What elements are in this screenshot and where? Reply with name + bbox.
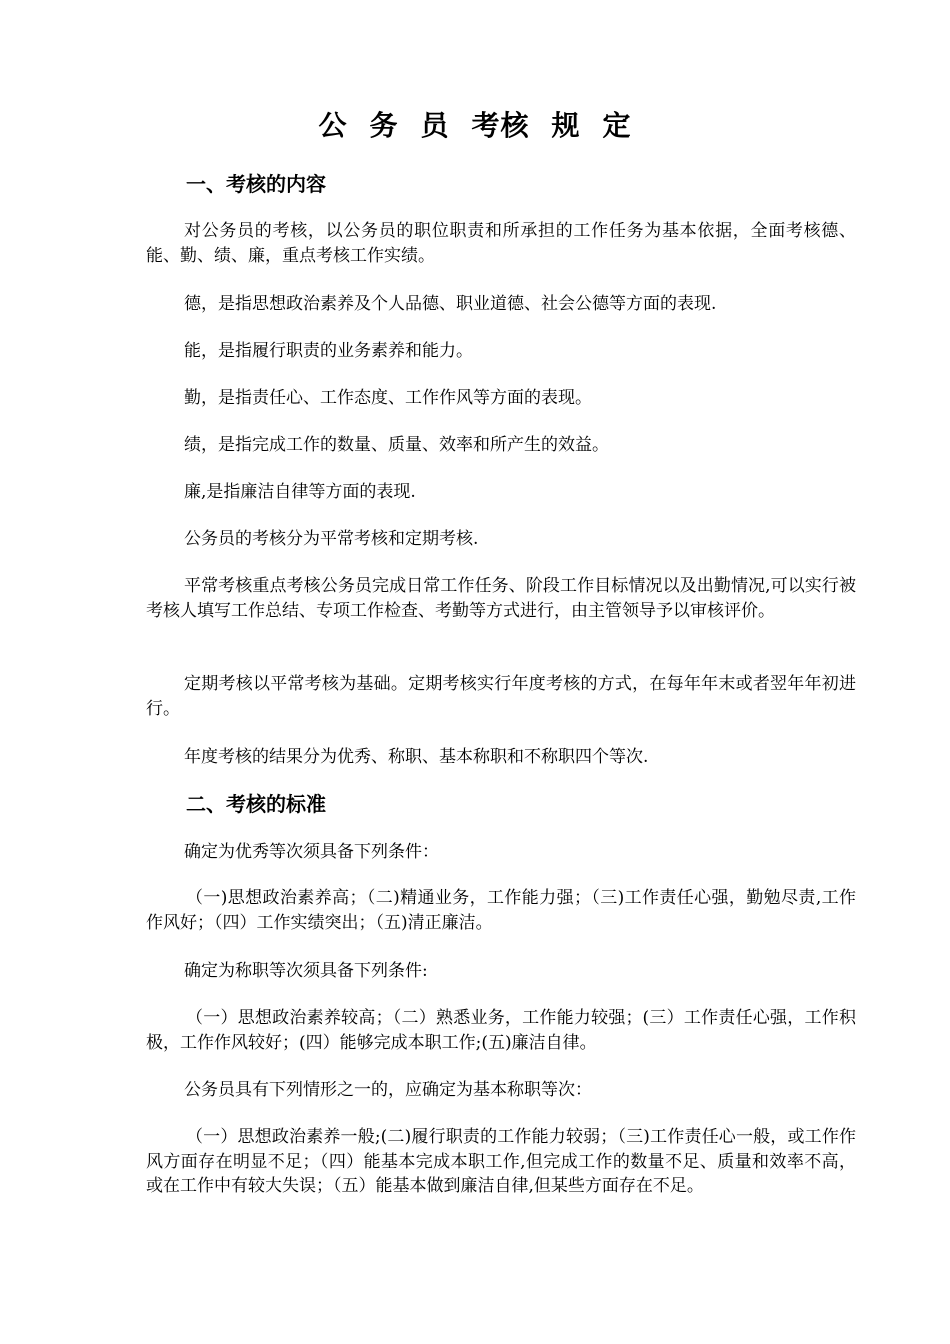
paragraph: （一）思想政治素养较高；（二）熟悉业务，工作能力较强；(三）工作责任心强，工作积极，工作作风较好；(四）能够完成本职工作;(五)廉洁自律。: [146, 1008, 856, 1053]
paragraph: 对公务员的考核，以公务员的职位职责和所承担的工作任务为基本依据，全面考核德、能、勤、绩、廉，重点考核工作实绩。: [146, 221, 856, 266]
title-part: 定: [602, 109, 632, 142]
paragraph: 能，是指履行职责的业务素养和能力。: [184, 341, 473, 361]
paragraph: （一)思想政治素养高；（二)精通业务，工作能力强；（三)工作责任心强，勤勉尽责,工作作风好；（四）工作实绩突出；（五)清正廉洁。: [146, 888, 856, 933]
section-heading: 二、考核的标准: [186, 792, 326, 816]
paragraph: 平常考核重点考核公务员完成日常工作任务、阶段工作目标情况以及出勤情况,可以实行被考核人填写工作总结、专项工作检查、考勤等方式进行，由主管领导予以审核评价。: [146, 576, 856, 621]
title-part: 员: [420, 109, 450, 142]
title-part: 规: [551, 109, 581, 142]
title-part: 公: [318, 109, 348, 142]
paragraph: 勤，是指责任心、工作态度、工作作风等方面的表现。: [184, 388, 592, 408]
paragraph: 廉,是指廉洁自律等方面的表现.: [184, 482, 416, 502]
title-part: 务: [369, 109, 399, 142]
paragraph: 定期考核以平常考核为基础。定期考核实行年度考核的方式，在每年年末或者翌年年初进行。: [146, 674, 856, 719]
paragraph: 年度考核的结果分为优秀、称职、基本称职和不称职四个等次.: [184, 747, 649, 767]
paragraph: 公务员的考核分为平常考核和定期考核.: [184, 529, 479, 549]
paragraph: 确定为称职等次须具备下列条件:: [184, 961, 428, 981]
paragraph: （一）思想政治素养一般;(二)履行职责的工作能力较弱；（三)工作责任心一般，或工作作风方面存在明显不足；（四）能基本完成本职工作,但完成工作的数量不足、质量和效率不高，或在工作中有较大失误；（五）能基本做到廉洁自律,但某些方面存在不足。: [146, 1127, 856, 1196]
paragraph: 公务员具有下列情形之一的，应确定为基本称职等次：: [184, 1080, 592, 1100]
section-heading: 一、考核的内容: [186, 172, 326, 196]
paragraph: 确定为优秀等次须具备下列条件：: [184, 842, 439, 862]
paragraph: 绩，是指完成工作的数量、质量、效率和所产生的效益。: [184, 435, 609, 455]
paragraph: 德，是指思想政治素养及个人品德、职业道德、社会公德等方面的表现.: [184, 294, 717, 314]
title-part: 考核: [471, 109, 530, 142]
document-title: [0, 106, 950, 146]
